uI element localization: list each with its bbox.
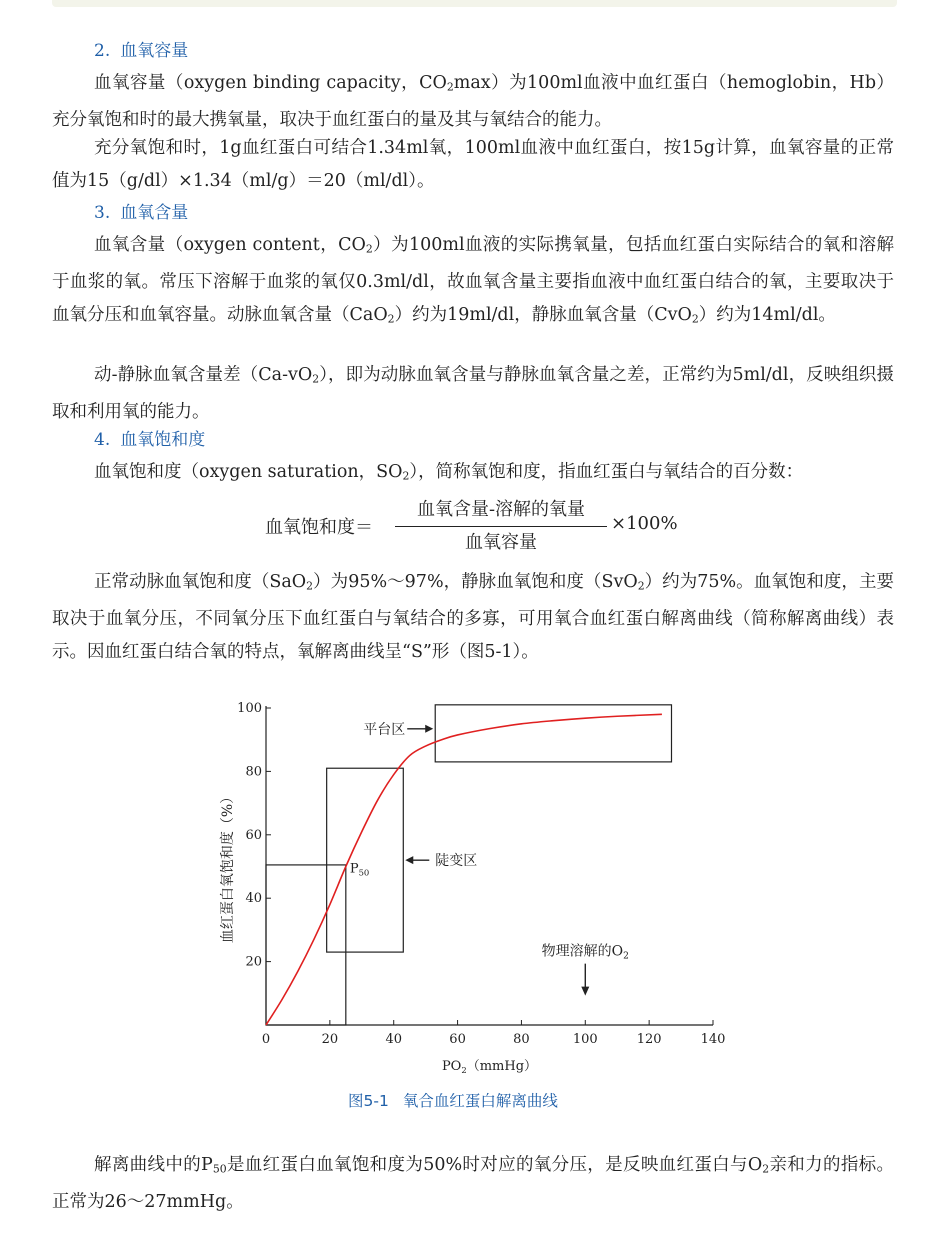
x-tick-label: 140 (700, 1032, 726, 1047)
formula-lhs: 血氧饱和度＝ (265, 517, 373, 538)
dissociation-curve-chart (200, 690, 740, 1080)
plateau-region-label: 平台区 (363, 721, 406, 738)
x-tick-label: 40 (385, 1032, 402, 1047)
paragraph-av-difference: 动-静脉血氧含量差$(Ca-vO_2)$，即为动脉血氧含量与静脉血氧含量之差，正常约为5ml/dl，反映组织摄取和利用氧的能力。 (52, 365, 894, 423)
x-tick-label: 20 (321, 1032, 339, 1047)
y-tick-label: 40 (245, 891, 262, 907)
top-decoration-bar (52, 0, 897, 7)
y-tick-label: 100 (237, 701, 262, 716)
x-axis-label: $PO_2(mmHg)$ (441, 1059, 538, 1075)
p50-label: $P_{50}$ (349, 861, 370, 878)
figure-caption-text: 氧合血红蛋白解离曲线 (402, 1092, 558, 1110)
section-heading-4 (94, 428, 205, 452)
paragraph-saturation-definition: 血氧饱和度（oxygen saturation，$SO_2$），简称氧饱和度，指血红蛋白与氧结合的百分数： (94, 462, 804, 483)
x-tick-label: 120 (636, 1032, 662, 1047)
y-tick-label: 20 (245, 954, 262, 970)
formula-fraction (395, 496, 607, 556)
section-number: 4. (94, 430, 111, 450)
section-heading-2 (94, 39, 188, 63)
section-heading-3 (94, 201, 188, 225)
section-number: 3. (94, 203, 111, 223)
paragraph-oxygen-capacity-normal: 充分氧饱和时，1g血红蛋白可结合1.34ml氧，100ml血液中血红蛋白，按15g计算，血氧容量的正常值为15（g/dl）×1.34（ml/g）＝20（ml/dl）。 (52, 138, 894, 191)
formula-denominator: 血氧容量 (465, 532, 537, 553)
steep-region-label: 陡变区 (435, 853, 478, 870)
fraction-bar (395, 526, 607, 527)
y-axis-label: 血红蛋白氧饱和度（%） (220, 789, 236, 944)
figure-caption (348, 1089, 558, 1111)
y-tick-label: 80 (245, 764, 262, 780)
dissolved-oxygen-arrow-head (581, 987, 589, 996)
section-number: 2. (94, 41, 111, 61)
y-tick-label: 60 (245, 827, 262, 843)
plateau-region-box (435, 705, 671, 762)
paragraph-oxygen-content: 血氧含量（oxygen content，$CO_2$）为100ml血液的实际携氧量，包括血红蛋白实际结合的氧和溶解于血浆的氧。常压下溶解于血浆的氧仅0.3ml/dl，故血氧含量主要指血液中血红蛋白结合的氧，主要取决于血氧分压和血氧容量。动脉血氧含量（CaO$_2$）约为19ml/dl，静脉血氧含量（CvO$_2$）约为14ml/dl。 (52, 235, 894, 326)
figure-number: 图5-1 (348, 1092, 389, 1110)
plateau-arrow-head (425, 725, 433, 733)
x-tick-label: 0 (261, 1032, 271, 1047)
paragraph-p50: 解离曲线中的$P_{50}$是血红蛋白血氧饱和度为50%时对应的氧分压，是反映血红蛋白与$O_2$亲和力的指标。正常为26～27mmHg。 (52, 1155, 894, 1213)
x-tick-label: 80 (513, 1032, 530, 1047)
section-title: 血氧容量 (120, 41, 189, 61)
x-tick-label: 60 (449, 1032, 466, 1047)
x-tick-label: 100 (572, 1032, 598, 1047)
steep-region-box (327, 768, 404, 952)
p50-box (266, 865, 346, 1025)
section-title: 血氧饱和度 (120, 430, 206, 450)
section-title: 血氧含量 (120, 203, 189, 223)
paragraph-saturation-normal: 正常动脉血氧饱和度（SaO$_2$）为95%～97%，静脉血氧饱和度（SvO$_2$）约为75%。血氧饱和度，主要取决于血氧分压，不同氧分压下血红蛋白与氧结合的多寡，可用氧合血红蛋白解离曲线（简称解离曲线）表示。因血红蛋白结合氧的特点，氧解离曲线呈“S”形（图5-1）。 (52, 572, 894, 662)
dissociation-curve-line (266, 714, 662, 1025)
dissolved-oxygen-label: 物理溶解的$O_2$ (541, 943, 629, 962)
formula-rhs: ×100% (611, 513, 678, 534)
formula-numerator: 血氧含量-溶解的氧量 (416, 499, 586, 520)
paragraph-oxygen-capacity-definition: 血氧容量（oxygen binding capacity，$CO_2\max$）为100ml血液中血红蛋白（hemoglobin，Hb）充分氧饱和时的最大携氧量，取决于血红蛋白的量及其与氧结合的能力。 (52, 73, 894, 131)
